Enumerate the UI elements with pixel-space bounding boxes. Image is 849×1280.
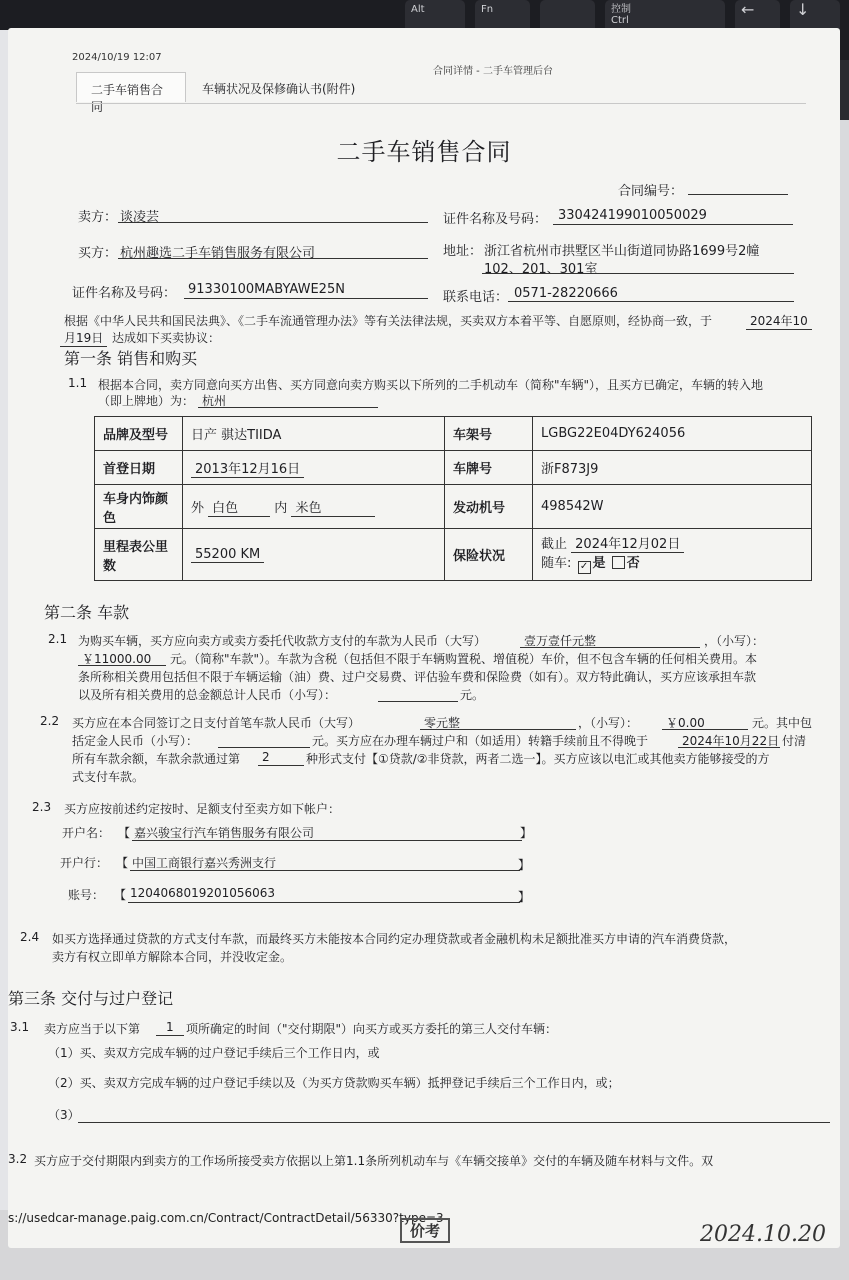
seller-id-line [553, 224, 793, 225]
bank-label: 开户行： [60, 856, 109, 870]
first-reg-value: 2013年12月16日 [191, 462, 304, 478]
print-page-title: 合同详情 - 二手车管理后台 [433, 66, 553, 77]
down-arrow-key: ↓ [790, 0, 840, 40]
bank-line [130, 870, 520, 871]
a21-amount-line [78, 665, 166, 666]
plate-label: 车牌号 [445, 451, 533, 485]
seller-id-label: 证件名称及号码： [443, 212, 548, 227]
ctrl-key: 控制 Ctrl [605, 0, 725, 40]
color-cell [183, 485, 445, 529]
table-row [95, 529, 812, 581]
acct-no: 1204068019201056063 [130, 886, 276, 900]
a21-line3: 条所称相关费用包括但不限于车辆运输（油）费、过户交易费、评估验车费和保险费（如有）。双方特此确认，买方应该承担车款 [78, 670, 757, 684]
acct-name-label: 开户名： [62, 826, 111, 840]
preamble-line1: 根据《中华人民共和国民法典》、《二手车流通管理办法》等有关法律法规，买卖双方本着平等、自愿原则，经协商一致，于 [64, 314, 713, 328]
print-timestamp: 2024/10/19 12:07 [72, 52, 162, 63]
acct-name-close: 】 [520, 826, 533, 840]
a22-first-line [662, 729, 748, 730]
a31-item-line [156, 1035, 184, 1036]
a31-item: 1 [166, 1020, 174, 1034]
with-car-prefix: 随车: [541, 556, 572, 571]
a22-line1b: ，（小写）： [578, 716, 639, 730]
a23-line1: 买方应按前述约定按时、足额支付至卖方如下帐户： [64, 802, 341, 816]
first-reg-cell [183, 451, 445, 485]
ins-until-prefix: 截止 [541, 537, 568, 552]
address-line [482, 273, 794, 274]
phone: 0571-28220666 [514, 286, 618, 301]
insurance-label: 保险状况 [445, 529, 533, 581]
a31-option2: （2）买、卖双方完成车辆的过户登记手续以及（为买方贷款购买车辆）抵押登记手续后三个工作日内，或； [48, 1076, 620, 1090]
buyer-id: 91330100MABYAWE25N [188, 282, 345, 297]
tab-vehicle-condition[interactable]: 车辆状况及保修确认书(附件) [202, 82, 356, 96]
preamble-date-a: 2024年10 [746, 312, 812, 330]
bank-open: 【 [116, 856, 129, 870]
article2-title: 第二条 车款 [44, 603, 130, 622]
mileage-label: 里程表公里数 [95, 529, 183, 581]
seller-label: 卖方： [78, 210, 118, 225]
a11-line2: （即上牌地）为： [98, 394, 195, 408]
contract-no-label: 合同编号： [618, 184, 684, 199]
yes-checkbox[interactable]: ✓ [578, 561, 591, 574]
buyer-label: 买方： [78, 246, 118, 261]
a22-line1c: 元。其中包 [752, 716, 813, 730]
yes-label: 是 [592, 556, 606, 571]
a22-line2b: 元。买方应在办理车辆过户和（如适用）转籍手续前且不得晚于 [312, 734, 649, 748]
a31-option1: （1）买、卖双方完成车辆的过户登记手续后三个工作日内，或 [48, 1046, 380, 1060]
a22-line2a: 括定金人民币（小写）： [72, 734, 199, 748]
buyer-name: 杭州趣选二手车销售服务有限公司 [120, 246, 316, 261]
a31-line1a: 卖方应当于以下第 [44, 1022, 141, 1036]
a22-num: 2.2 [40, 714, 60, 728]
a11-city-line [198, 407, 378, 408]
a22-deposit-line [218, 747, 310, 748]
a24-num: 2.4 [20, 930, 40, 944]
insurance-cell [533, 529, 812, 581]
a21-amount-cn: 壹万壹仟元整 [524, 634, 597, 648]
a21-line1b: ，（小写）： [704, 634, 765, 648]
engine-label: 发动机号 [445, 485, 533, 529]
bank: 中国工商银行嘉兴秀洲支行 [132, 856, 277, 870]
fn-key: Fn [475, 0, 530, 40]
acct-no-label: 账号： [68, 888, 105, 902]
acct-name-open: 【 [118, 826, 131, 840]
buyer-id-label: 证件名称及号码： [72, 286, 177, 301]
seller-line [118, 222, 428, 223]
no-label: 否 [626, 556, 640, 571]
a32-num: 3.2 [8, 1152, 28, 1166]
a31-option3: （3） [48, 1108, 80, 1122]
handwritten-date: 2024.10.20 [700, 1222, 826, 1247]
a23-num: 2.3 [32, 800, 52, 814]
color-label: 车身内饰颜色 [95, 485, 183, 529]
vehicle-info-table [94, 416, 812, 581]
acct-name-line [132, 840, 522, 841]
tab-divider [76, 103, 806, 104]
a21-amount: ￥11000.00 [82, 652, 152, 666]
engine-value: 498542W [533, 485, 812, 529]
a31-line1b: 项所确定的时间（"交付期限"）向买方或买方委托的第三人交付车辆： [186, 1022, 558, 1036]
address-label: 地址： [443, 244, 483, 259]
brand-label: 品牌及型号 [95, 417, 183, 451]
a22-line4: 式支付车款。 [72, 770, 145, 784]
bank-close: 】 [518, 858, 531, 872]
ins-until: 2024年12月02日 [571, 537, 684, 553]
a22-deadline: 2024年10月22日 [682, 734, 780, 748]
a22-first-cn-line [420, 729, 576, 730]
a21-num: 2.1 [48, 632, 68, 646]
plate-value: 浙F873J9 [533, 451, 812, 485]
a22-line2c: 付清 [782, 734, 807, 748]
a21-line4-end: 元。 [460, 688, 485, 702]
a22-method-line [258, 765, 304, 766]
brand-value: 日产 骐达TIIDA [183, 417, 445, 451]
mileage-value: 55200 KM [191, 547, 264, 563]
a31-option3-line [78, 1122, 830, 1123]
a22-deadline-line [678, 747, 780, 748]
seller-name: 谈凌芸 [120, 210, 160, 225]
a21-line4: 以及所有相关费用的总金额总计人民币（小写）： [78, 688, 337, 702]
buyer-line [118, 258, 428, 259]
acct-no-close: 】 [518, 890, 531, 904]
address-line1: 浙江省杭州市拱墅区半山街道同协路1699号2幢 [484, 244, 760, 259]
page-url: s://usedcar-manage.paig.com.cn/Contract/ContractDetail/56330?type=3 [8, 1211, 444, 1225]
ext-color: 白色 [208, 497, 270, 517]
a22-line1a: 买方应在本合同签订之日支付首笔车款人民币（大写） [72, 716, 361, 730]
address-line2: 102、201、301室 [484, 262, 598, 277]
contract-sheet [8, 28, 840, 1248]
a31-num: 3.1 [10, 1020, 30, 1034]
a21-line2: 元。（简称"车款"）。车款为含税（包括但不限于车辆购置税、增值税）车价，但不包含车辆的任何相关费用。本 [170, 652, 758, 666]
a24-line1: 如买方选择通过贷款的方式支付车款，而最终买方未能按本合同约定办理贷款或者金融机构未足额批准买方申请的汽车消费贷款， [52, 932, 737, 946]
a22-first: ￥0.00 [666, 716, 705, 730]
contract-no-line [688, 194, 788, 195]
acct-no-line [128, 902, 520, 903]
a22-method: 2 [262, 750, 270, 764]
seller-id: 330424199010050029 [558, 208, 707, 223]
ext-prefix: 外 [191, 500, 205, 516]
acct-no-open: 【 [114, 888, 127, 902]
document-title: 二手车销售合同 [336, 138, 512, 166]
a32-line1: 买方应于交付期限内到卖方的工作场所接受卖方依据以上第1.1条所列机动车与《车辆交接单》交付的车辆及随车材料与文件。双 [34, 1154, 714, 1168]
a24-line2: 卖方有权立即单方解除本合同，并没收定金。 [52, 950, 293, 964]
table-row [95, 417, 812, 451]
preamble-line2: 达成如下买卖协议： [112, 331, 221, 345]
phone-label: 联系电话： [443, 290, 509, 305]
a11-num: 1.1 [68, 376, 88, 390]
first-reg-label: 首登日期 [95, 451, 183, 485]
int-prefix: 内 [274, 500, 288, 516]
article1-title: 第一条 销售和购买 [64, 349, 198, 368]
phone-line [508, 301, 794, 302]
a22-first-cn: 零元整 [424, 716, 461, 730]
acct-name: 嘉兴骏宝行汽车销售服务有限公司 [134, 826, 315, 840]
no-checkbox[interactable] [612, 556, 625, 569]
a11-line1: 根据本合同，卖方同意向买方出售、买方同意向卖方购买以下所列的二手机动车（简称"车辆"），且买方已确定，车辆的转入地 [98, 378, 764, 392]
left-arrow-key: ← [735, 0, 780, 40]
vin-label: 车架号 [445, 417, 533, 451]
tab-sales-contract[interactable]: 二手车销售合同 [76, 72, 186, 102]
a11-city: 杭州 [202, 394, 227, 408]
a21-line1a: 为购买车辆，买方应向卖方或卖方委托代收款方支付的车款为人民币（大写） [78, 634, 487, 648]
a22-line3b: 种形式支付【①贷款/②非贷款，两者二选一】。买方应该以电汇或其他卖方能够接受的方 [306, 752, 770, 766]
a22-line3a: 所有车款余额，车款余款通过第 [72, 752, 241, 766]
stamp-box: 价考 [400, 1218, 450, 1243]
alt-key: Alt [405, 0, 465, 40]
a21-total-line [378, 701, 458, 702]
vin-value: LGBG22E04DY624056 [533, 417, 812, 451]
int-color: 米色 [291, 497, 375, 517]
buyer-id-line [184, 298, 428, 299]
table-row [95, 451, 812, 485]
table-row [95, 485, 812, 529]
mileage-cell [183, 529, 445, 581]
preamble-date-b: 月19日 [60, 329, 107, 347]
article3-title: 第三条 交付与过户登记 [8, 989, 174, 1008]
a21-amount-cn-line [520, 647, 700, 648]
